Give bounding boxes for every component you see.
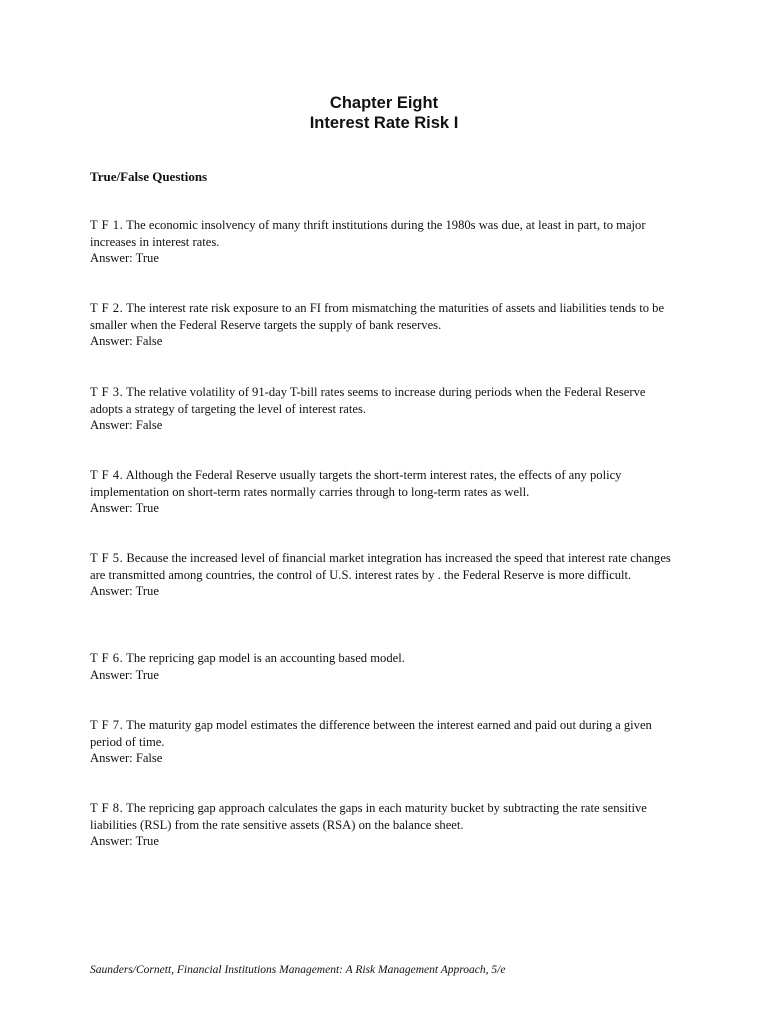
question-4 bbox=[90, 467, 680, 517]
question-body: The maturity gap model estimates the difference between the interest earned and paid out during a given period of time. bbox=[90, 718, 652, 749]
question-prefix: T F 4. bbox=[90, 468, 124, 482]
question-text bbox=[90, 717, 680, 750]
question-body: The relative volatility of 91-day T-bill rates seems to increase during periods when the Federal Reserve adopts a strategy of targeting the level of interest rates. bbox=[90, 385, 646, 416]
question-prefix: T F 3. bbox=[90, 385, 124, 399]
question-answer: Answer: False bbox=[90, 751, 163, 765]
question-2 bbox=[90, 300, 680, 350]
question-body: The interest rate risk exposure to an FI from mismatching the maturities of assets and liabilities tends to be smaller when the Federal Reserve targets the supply of bank reserves. bbox=[90, 301, 665, 332]
question-1 bbox=[90, 217, 680, 267]
question-3 bbox=[90, 384, 680, 434]
question-answer: Answer: True bbox=[90, 251, 159, 265]
question-body: Although the Federal Reserve usually targets the short-term interest rates, the effects of any policy implementation on short-term rates normally carries through to long-term rates as well. bbox=[90, 468, 622, 499]
question-7 bbox=[90, 717, 680, 767]
question-prefix: T F 7. bbox=[90, 718, 124, 732]
chapter-number: Chapter Eight bbox=[329, 94, 439, 112]
question-body: The repricing gap approach calculates the gaps in each maturity bucket by subtracting the rate sensitive liabilities (RSL) from the rate sensitive assets (RSA) on the balance sheet. bbox=[90, 801, 647, 832]
question-prefix: T F 5. bbox=[90, 551, 124, 565]
question-prefix: T F 2. bbox=[90, 301, 124, 315]
question-text bbox=[90, 300, 680, 333]
question-8 bbox=[90, 800, 680, 850]
question-answer: Answer: False bbox=[90, 418, 163, 432]
question-text bbox=[90, 467, 680, 500]
question-answer: Answer: True bbox=[90, 667, 159, 682]
question-prefix: T F 8. bbox=[90, 801, 124, 815]
question-6 bbox=[90, 650, 680, 683]
question-answer: Answer: True bbox=[90, 501, 159, 515]
question-answer: Answer: True bbox=[90, 834, 159, 848]
question-answer: Answer: True bbox=[90, 584, 159, 598]
question-prefix: T F 1. bbox=[90, 218, 124, 232]
question-text bbox=[90, 650, 680, 667]
question-body: The repricing gap model is an accounting based model. bbox=[126, 651, 405, 665]
question-text bbox=[90, 217, 680, 250]
chapter-title: Interest Rate Risk I bbox=[309, 114, 459, 132]
question-text bbox=[90, 800, 680, 833]
question-body: The economic insolvency of many thrift institutions during the 1980s was due, at least in part, to major increases in interest rates. bbox=[90, 218, 646, 249]
title-block bbox=[0, 93, 768, 133]
section-heading: True/False Questions bbox=[90, 169, 208, 184]
question-answer: Answer: False bbox=[90, 334, 163, 348]
question-prefix: T F 6. bbox=[90, 651, 124, 665]
page-footer: Saunders/Cornett, Financial Institutions Management: A Risk Management Approach, 5/e bbox=[90, 964, 506, 976]
question-text bbox=[90, 550, 680, 583]
question-body: Because the increased level of financial market integration has increased the speed that interest rate changes are transmitted among countries, the control of U.S. interest rates by . the Federal Reserve is more difficult. bbox=[90, 551, 671, 582]
question-text bbox=[90, 384, 680, 417]
question-5 bbox=[90, 550, 680, 600]
